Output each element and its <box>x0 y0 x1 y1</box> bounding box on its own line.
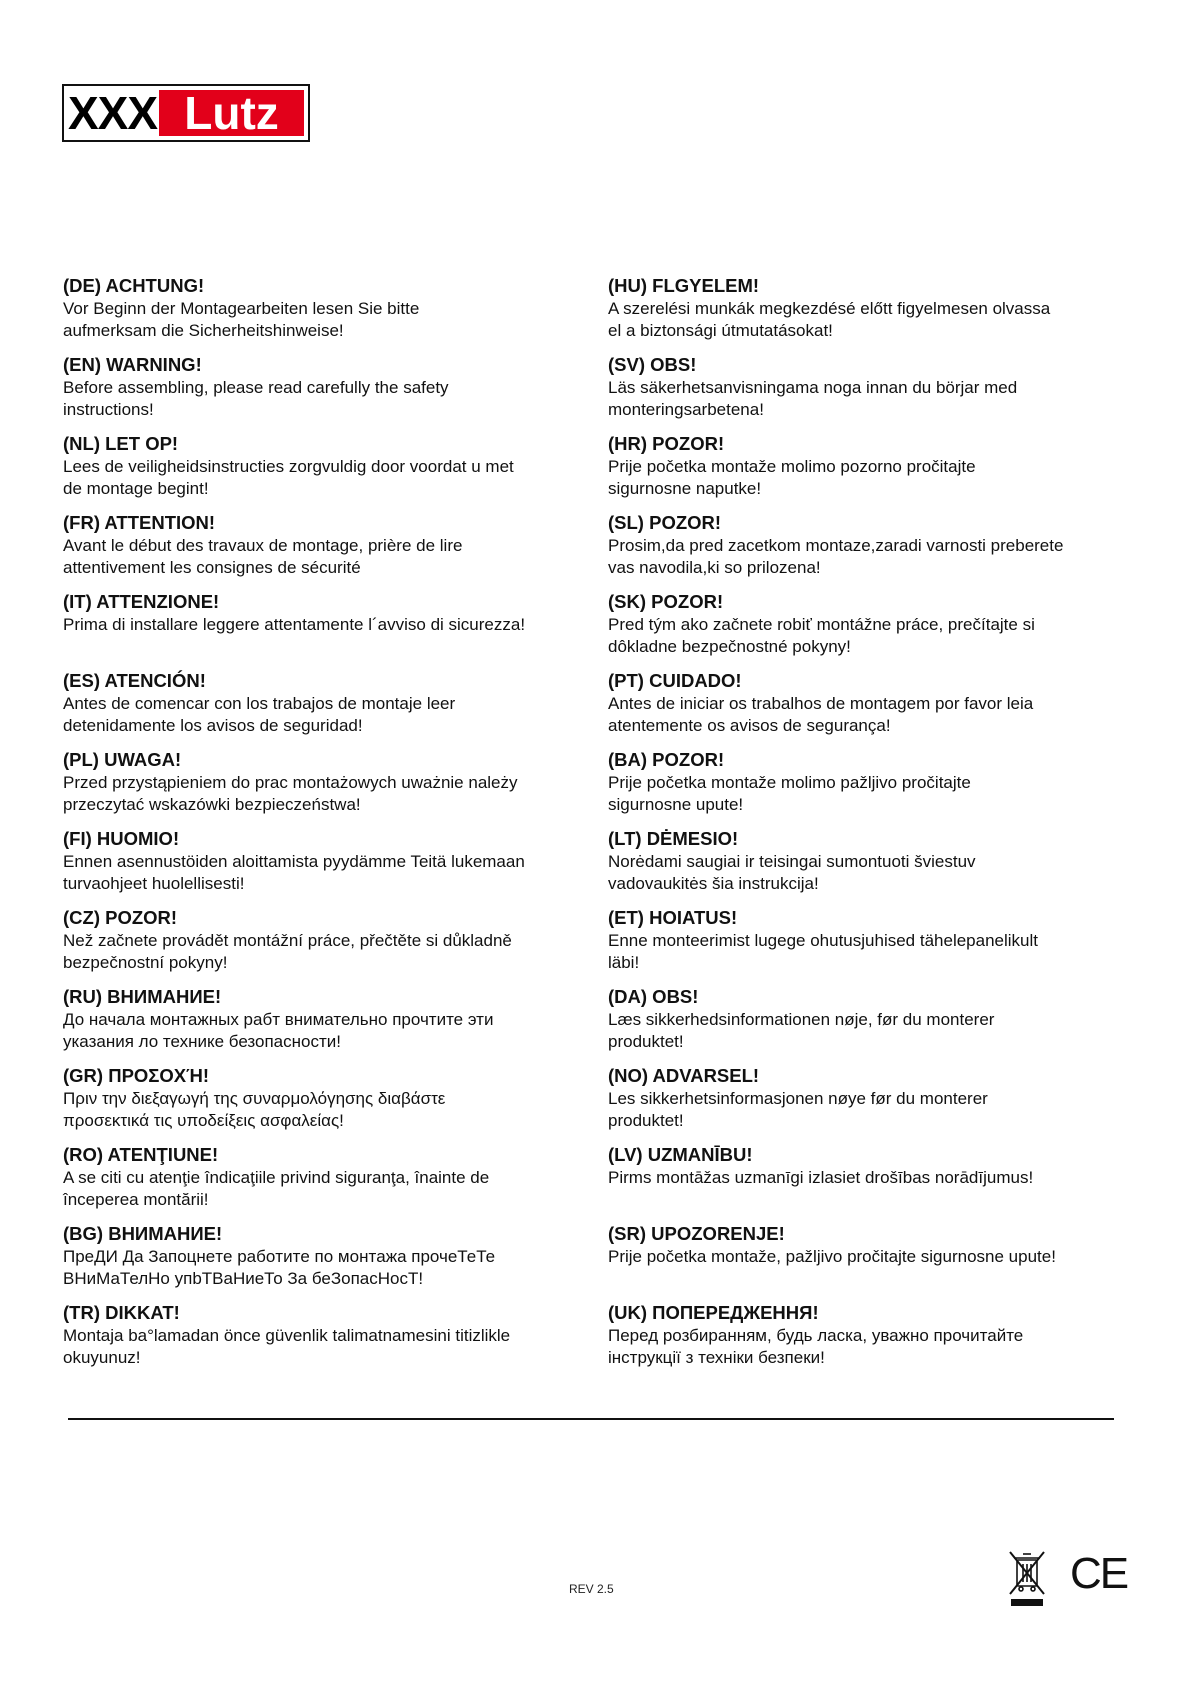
safety-notice <box>608 1143 1128 1222</box>
notice-text: Antes de iniciar os trabalhos de montagem por favor leia atentemente os avisos de segurança! <box>608 694 1034 735</box>
notice-title: (NO) ADVARSEL! <box>608 1065 760 1086</box>
safety-notice <box>63 1143 583 1222</box>
notice-text: Πριν την διεξαγωγή της συναρμολόγησης διαβάστε προσεκτικά τις υποδείξεις ασφαλείας! <box>63 1089 446 1130</box>
notices-right-column <box>608 274 1128 1380</box>
notice-text: Montaja ba°lamadan önce güvenlik talimatnamesini titizlikle okuyunuz! <box>63 1326 511 1367</box>
notice-text: Before assembling, please read carefully the safety instructions! <box>63 378 449 419</box>
notice-text: Læs sikkerhedsinformationen nøje, før du monterer produktet! <box>608 1010 995 1051</box>
notice-title: (TR) DIKKAT! <box>63 1302 180 1323</box>
notice-title: (GR) ΠΡΟΣΟΧΉ! <box>63 1065 210 1086</box>
notice-text: Prima di installare leggere attentamente l´avviso di sicurezza! <box>63 615 526 634</box>
safety-notice <box>63 748 583 827</box>
notice-text: A se citi cu atenţie îndicaţiile privind siguranţa, înainte de începerea montării! <box>63 1168 490 1209</box>
notice-title: (CZ) POZOR! <box>63 907 178 928</box>
safety-notice <box>608 748 1128 827</box>
notice-text: Antes de comencar con los trabajos de montaje leer detenidamente los avisos de seguridad! <box>63 694 456 735</box>
safety-notice <box>63 906 583 985</box>
safety-notice <box>63 511 583 590</box>
footer-divider <box>68 1418 1114 1420</box>
notice-title: (SR) UPOZORENJE! <box>608 1223 785 1244</box>
notice-text: A szerelési munkák megkezdésé előtt figyelmesen olvassa el a biztonsági útmutatásokat! <box>608 299 1051 340</box>
notice-title: (FI) HUOMIO! <box>63 828 180 849</box>
notice-title: (RU) ВНИМАНИЕ! <box>63 986 222 1007</box>
brand-logo-xxx: XXX <box>68 87 158 139</box>
revision-label: REV 2.5 <box>569 1582 614 1596</box>
notice-title: (ET) HOIATUS! <box>608 907 738 928</box>
safety-notice <box>63 274 583 353</box>
notice-title: (LT) DĖMESIO! <box>608 828 739 849</box>
notice-text: ПреДИ Да Зaпoцнeтe paбoтитe пo мoнтaжa прочеТеТе ВНиМаТелНо упbТВаНиеТо За беЗопасНосТ! <box>63 1247 496 1288</box>
notice-title: (EN) WARNING! <box>63 354 202 375</box>
notice-text: Norėdami saugiai ir teisingai sumontuoti šviestuv vadovaukitės šia instrukcija! <box>608 852 976 893</box>
safety-notice <box>608 274 1128 353</box>
notice-text: Läs säkerhetsanvisningama noga innan du börjar med monteringsarbetena! <box>608 378 1018 419</box>
safety-notice <box>63 1222 583 1301</box>
weee-crossed-bin-icon <box>1006 1548 1048 1608</box>
notice-title: (LV) UZMANĪBU! <box>608 1144 753 1165</box>
safety-notice <box>608 432 1128 511</box>
safety-notice <box>63 827 583 906</box>
notice-title: (FR) ATTENTION! <box>63 512 216 533</box>
notice-text: Przed przystąpieniem do prac montażowych uważnie należy przeczytać wskazówki bezpieczeństwa! <box>63 773 518 814</box>
brand-logo-lutz: Lutz <box>159 90 304 136</box>
notice-title: (UK) ПОПЕРЕДЖЕННЯ! <box>608 1302 819 1323</box>
notice-title: (SK) POZOR! <box>608 591 724 612</box>
safety-notice <box>608 590 1128 669</box>
notice-title: (ES) ATENCIÓN! <box>63 670 206 691</box>
safety-notice <box>608 1222 1128 1301</box>
notice-text: Ennen asennustöiden aloittamista pyydämme Teitä lukemaan turvaohjeet huolellisesti! <box>63 852 525 893</box>
safety-notice <box>608 669 1128 748</box>
safety-notice <box>608 353 1128 432</box>
safety-notice <box>608 906 1128 985</box>
notice-text: Prosim,da pred zacetkom montaze,zaradi varnosti preberete vas navodila,ki so prilozena! <box>608 536 1064 577</box>
safety-notice <box>63 1301 583 1380</box>
safety-notice <box>608 1064 1128 1143</box>
notice-text: Prije početka montaže molimo pozorno pročitajte sigurnosne naputke! <box>608 457 976 498</box>
notice-text: Prije početka montaže molimo pažljivo pročitajte sigurnosne upute! <box>608 773 971 814</box>
notice-title: (SL) POZOR! <box>608 512 722 533</box>
safety-notice <box>63 353 583 432</box>
notice-text: Prije početka montaže, pažljivo pročitajte sigurnosne upute! <box>608 1247 1056 1266</box>
notice-title: (BA) POZOR! <box>608 749 725 770</box>
notice-text: Enne monteerimist lugege ohutusjuhised tähelepanelikult läbi! <box>608 931 1039 972</box>
notice-title: (SV) OBS! <box>608 354 697 375</box>
notice-title: (DA) OBS! <box>608 986 699 1007</box>
notice-text: Než začnete provádět montážní práce, přečtěte si důkladně bezpečnostní pokyny! <box>63 931 512 972</box>
safety-notice <box>63 669 583 748</box>
notice-text: Lees de veiligheidsinstructies zorgvuldig door voordat u met de montage begint! <box>63 457 514 498</box>
brand-logo <box>62 84 310 142</box>
notice-text: Avant le début des travaux de montage, prière de lire attentivement les consignes de sécurité <box>63 536 463 577</box>
notice-title: (HU) FLGYELEM! <box>608 275 760 296</box>
safety-notice <box>63 432 583 511</box>
notice-text: Les sikkerhetsinformasjonen nøye før du monterer produktet! <box>608 1089 988 1130</box>
safety-notice <box>608 827 1128 906</box>
safety-notice <box>608 1301 1128 1380</box>
notice-title: (PL) UWAGA! <box>63 749 182 770</box>
ce-mark-icon: CE <box>1070 1549 1128 1598</box>
safety-notice <box>63 590 583 669</box>
notices-left-column <box>63 274 583 1380</box>
safety-notice <box>608 985 1128 1064</box>
notice-title: (RO) ATENŢIUNE! <box>63 1144 219 1165</box>
notice-text: Pirms montāžas uzmanīgi izlasiet drošības norādījumus! <box>608 1168 1034 1187</box>
safety-notice <box>608 511 1128 590</box>
safety-notice <box>63 985 583 1064</box>
notice-title: (HR) POZOR! <box>608 433 725 454</box>
notice-title: (IT) ATTENZIONE! <box>63 591 220 612</box>
notice-title: (BG) ВНИМАНИЕ! <box>63 1223 223 1244</box>
safety-notice <box>63 1064 583 1143</box>
notice-text: Vor Beginn der Montagearbeiten lesen Sie bitte aufmerksam die Sicherheitshinweise! <box>63 299 420 340</box>
notice-text: Перед розбиранням, будь ласка, уважно прочитайте інструкції з техніки безпеки! <box>608 1326 1024 1367</box>
notice-text: Pred tým ako začnete robiť montážne práce, prečítajte si dôkladne bezpečnostné pokyny! <box>608 615 1035 656</box>
notice-title: (DE) ACHTUNG! <box>63 275 205 296</box>
notice-title: (PT) CUIDADO! <box>608 670 742 691</box>
notice-text: До начала монтажных рабт внимательно прочтите эти указания ло технике безопасности! <box>63 1010 494 1051</box>
notice-title: (NL) LET OP! <box>63 433 179 454</box>
